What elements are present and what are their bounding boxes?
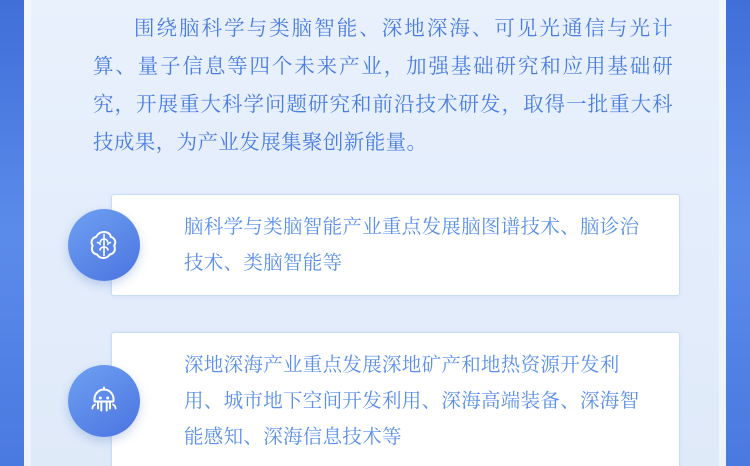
list-item — [111, 194, 680, 296]
list-item-label: 深地深海产业重点发展深地矿产和地热资源开发利用、城市地下空间开发利用、深海高端装备、深海智能感知、深海信息技术等 — [184, 354, 640, 448]
deep-sea-drill-icon — [68, 365, 140, 437]
brain-icon — [68, 209, 140, 281]
list-item — [111, 332, 680, 466]
left-decorative-band — [0, 0, 24, 466]
intro-paragraph: 围绕脑科学与类脑智能、深地深海、可见光通信与光计算、量子信息等四个未来产业，加强基础研究和应用基础研究，开展重大科学问题研究和前沿技术研发，取得一批重大科技成果，为产业发展集聚创新能量。 — [93, 17, 673, 154]
right-band-highlight — [719, 0, 726, 466]
content-area — [31, 0, 719, 466]
left-band-highlight — [24, 0, 31, 466]
right-decorative-band — [726, 0, 750, 466]
list-item-label: 脑科学与类脑智能产业重点发展脑图谱技术、脑诊治技术、类脑智能等 — [184, 216, 640, 274]
